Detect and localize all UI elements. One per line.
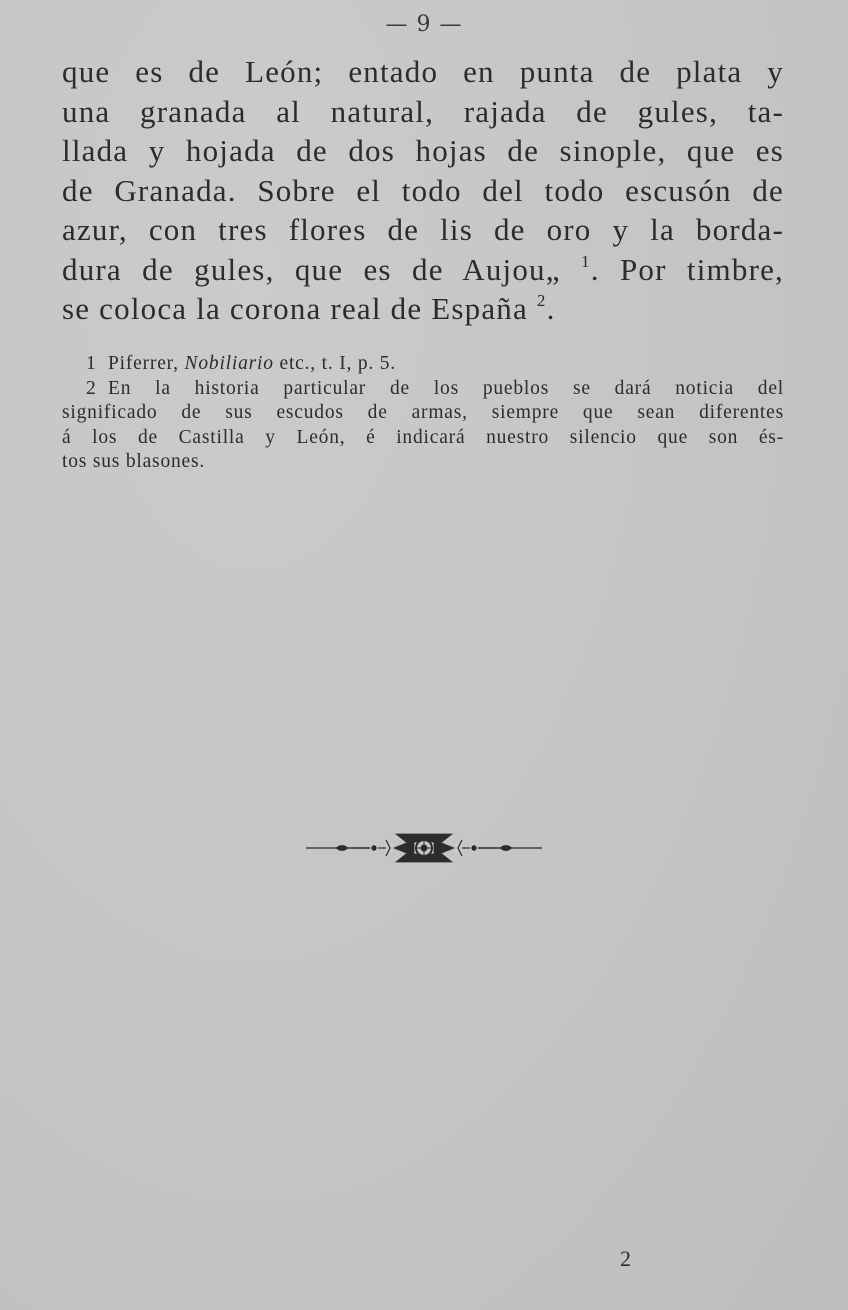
- body-line-4: de Granada. Sobre el todo del todo escusón de: [62, 172, 784, 208]
- footnote-ref-2: 2: [536, 291, 547, 310]
- body-line-5: azur, con tres flores de lis de oro y la borda-: [62, 212, 784, 247]
- body-line-3: llada y hojada de dos hojas de sinople, que es: [62, 133, 784, 168]
- footnote-1-author: Piferrer,: [108, 353, 185, 374]
- footnote-1-rest: etc., t. I, p. 5.: [273, 353, 396, 374]
- body-line-7-end: .: [546, 291, 556, 326]
- body-line-6-end: . Por timbre,: [590, 251, 784, 287]
- fleuron-ornament-icon: [304, 826, 544, 870]
- footnote-1-number: 1: [86, 353, 97, 374]
- body-line-2: una granada al natural, rajada de gules, ta-: [62, 93, 784, 129]
- footnotes: [62, 352, 784, 475]
- footnote-1-title: Nobiliario: [184, 353, 274, 374]
- footnote-2-line-4: tos sus blasones.: [62, 451, 206, 472]
- footnote-2-line-1: [62, 377, 784, 402]
- page-number: — 9 —: [385, 12, 463, 37]
- main-paragraph: [62, 52, 784, 329]
- footnote-ref-1: 1: [581, 251, 591, 271]
- footnote-2-text-1: En la historia particular de los pueblos se dará noticia del: [108, 377, 784, 399]
- body-line-7: [62, 289, 784, 329]
- footnote-1: [62, 352, 784, 377]
- footnote-2-line-2: significado de sus escudos de armas, siempre que sean diferentes: [62, 402, 784, 423]
- signature-mark: 2: [620, 1246, 631, 1271]
- footnote-2-number: 2: [86, 377, 97, 399]
- body-line-1: que es de León; entado en punta de plata y: [62, 54, 784, 89]
- footnote-2-line-3: á los de Castilla y León, é indicará nuestro silencio que son és-: [62, 426, 784, 448]
- body-line-6-start: dura de gules, que es de Aujou„: [62, 251, 561, 287]
- body-line-7-start: se coloca la corona real de España: [62, 291, 528, 326]
- body-line-6: [62, 250, 784, 290]
